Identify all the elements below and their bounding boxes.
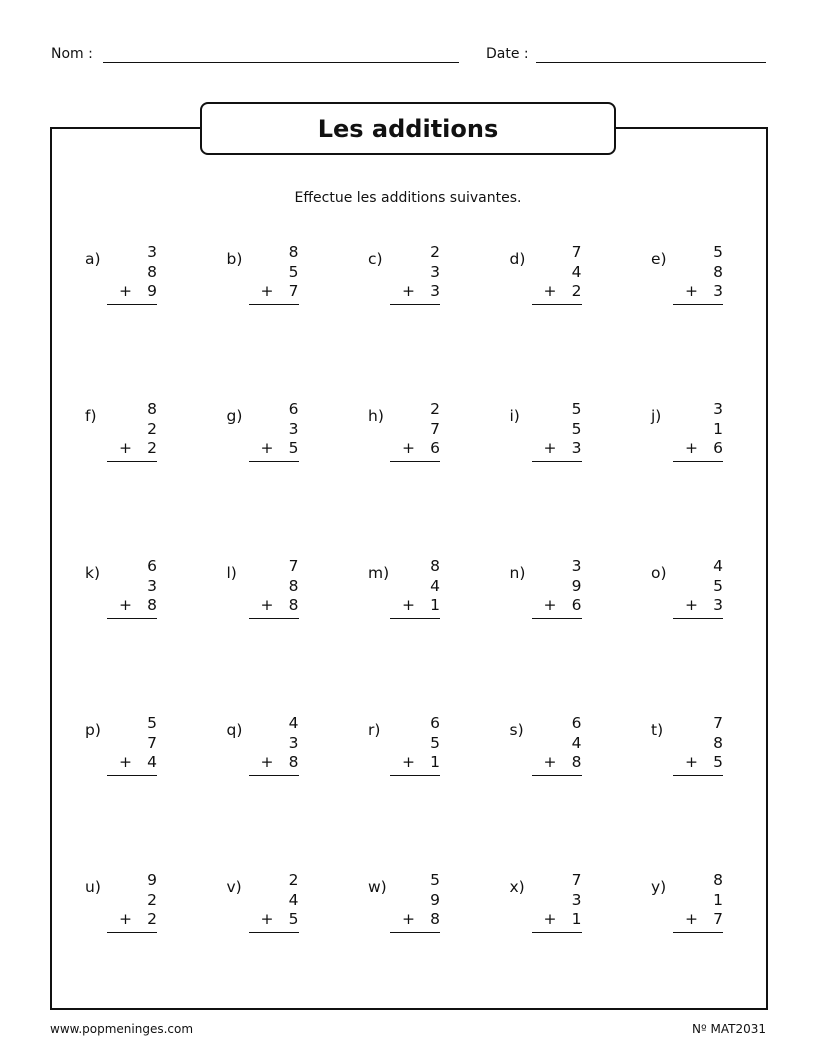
addition-problem xyxy=(509,871,590,950)
answer-line[interactable] xyxy=(249,932,299,933)
plus-sign: + xyxy=(685,753,698,771)
addend: 2 xyxy=(571,282,582,300)
answer-line[interactable] xyxy=(673,618,723,619)
addition-problem xyxy=(509,714,590,793)
problem-label: g) xyxy=(226,407,243,425)
problem-label: y) xyxy=(651,878,667,896)
addend: 5 xyxy=(430,733,440,752)
answer-line[interactable] xyxy=(390,304,440,305)
problem-label: k) xyxy=(85,564,101,582)
addend: 8 xyxy=(288,596,299,614)
answer-line[interactable] xyxy=(532,932,582,933)
addend: 8 xyxy=(713,871,723,889)
problem-label: u) xyxy=(85,878,101,896)
problem-label: w) xyxy=(368,878,387,896)
addend: 5 xyxy=(571,400,582,418)
problem-label: o) xyxy=(651,564,667,582)
addend: 2 xyxy=(147,910,157,928)
addend: 3 xyxy=(288,733,299,752)
addition-problem xyxy=(651,243,731,322)
plus-sign: + xyxy=(119,596,132,614)
problem-label: p) xyxy=(85,721,101,739)
addend: 8 xyxy=(288,576,299,595)
addend: 7 xyxy=(571,243,582,261)
addend: 3 xyxy=(713,282,723,300)
addition-problem xyxy=(85,400,165,479)
answer-line[interactable] xyxy=(532,304,582,305)
addend: 5 xyxy=(147,714,157,732)
footer-website: www.popmeninges.com xyxy=(50,1022,194,1036)
addend: 6 xyxy=(571,596,582,614)
addend: 7 xyxy=(288,282,299,300)
addition-problem xyxy=(226,400,307,479)
addend: 5 xyxy=(288,262,299,281)
addend: 4 xyxy=(713,557,723,575)
problem-label: m) xyxy=(368,564,390,582)
answer-line[interactable] xyxy=(390,932,440,933)
addend: 2 xyxy=(147,439,157,457)
addend: 7 xyxy=(571,871,582,889)
addend: 7 xyxy=(288,557,299,575)
addend: 5 xyxy=(288,439,299,457)
addend: 7 xyxy=(713,910,723,928)
addend: 6 xyxy=(147,557,157,575)
plus-sign: + xyxy=(543,753,557,771)
addend: 9 xyxy=(147,282,157,300)
addend: 1 xyxy=(571,910,582,928)
addition-problem xyxy=(651,714,731,793)
plus-sign: + xyxy=(119,910,132,928)
addend: 6 xyxy=(430,714,440,732)
addend: 6 xyxy=(571,714,582,732)
addend: 7 xyxy=(430,419,440,438)
addition-problem xyxy=(368,714,448,793)
problem-label: f) xyxy=(85,407,97,425)
problem-label: r) xyxy=(368,721,381,739)
addend: 3 xyxy=(571,557,582,575)
addition-problem xyxy=(368,871,448,950)
plus-sign: + xyxy=(119,753,132,771)
date-field[interactable] xyxy=(536,62,766,63)
addend: 3 xyxy=(430,282,440,300)
answer-line[interactable] xyxy=(107,775,157,776)
problem-label: j) xyxy=(651,407,662,425)
answer-line[interactable] xyxy=(249,618,299,619)
problem-label: h) xyxy=(368,407,384,425)
addend: 5 xyxy=(713,576,723,595)
addend: 5 xyxy=(288,910,299,928)
problem-label: d) xyxy=(509,250,526,268)
answer-line[interactable] xyxy=(107,304,157,305)
addition-problem xyxy=(85,871,165,950)
addend: 8 xyxy=(147,400,157,418)
addition-problem xyxy=(509,557,590,636)
addition-problem xyxy=(651,871,731,950)
addition-problem xyxy=(85,243,165,322)
addend: 7 xyxy=(147,733,157,752)
addend: 8 xyxy=(713,262,723,281)
plus-sign: + xyxy=(543,439,557,457)
plus-sign: + xyxy=(685,596,698,614)
answer-line[interactable] xyxy=(673,775,723,776)
problem-label: x) xyxy=(509,878,525,896)
addend: 8 xyxy=(713,733,723,752)
addend: 1 xyxy=(430,753,440,771)
addend: 8 xyxy=(430,910,440,928)
answer-line[interactable] xyxy=(249,304,299,305)
addend: 8 xyxy=(571,753,582,771)
addend: 2 xyxy=(147,890,157,909)
plus-sign: + xyxy=(119,439,132,457)
addend: 4 xyxy=(430,576,440,595)
addend: 3 xyxy=(571,890,582,909)
plus-sign: + xyxy=(543,282,557,300)
answer-line[interactable] xyxy=(673,932,723,933)
plus-sign: + xyxy=(260,282,274,300)
addend: 5 xyxy=(571,419,582,438)
addend: 6 xyxy=(288,400,299,418)
addend: 3 xyxy=(430,262,440,281)
answer-line[interactable] xyxy=(390,461,440,462)
addend: 5 xyxy=(713,753,723,771)
problem-label: v) xyxy=(226,878,242,896)
problem-label: t) xyxy=(651,721,664,739)
addend: 1 xyxy=(713,890,723,909)
addition-problem xyxy=(226,557,307,636)
plus-sign: + xyxy=(402,439,415,457)
plus-sign: + xyxy=(402,753,415,771)
addend: 2 xyxy=(288,871,299,889)
addend: 6 xyxy=(713,439,723,457)
name-label: Nom : xyxy=(51,46,93,62)
addition-problem xyxy=(509,243,590,322)
addend: 8 xyxy=(288,243,299,261)
addend: 2 xyxy=(147,419,157,438)
addend: 1 xyxy=(430,596,440,614)
addend: 3 xyxy=(147,576,157,595)
addition-problem xyxy=(226,243,307,322)
answer-line[interactable] xyxy=(390,618,440,619)
plus-sign: + xyxy=(402,910,415,928)
problem-label: e) xyxy=(651,250,667,268)
addend: 3 xyxy=(288,419,299,438)
plus-sign: + xyxy=(260,753,274,771)
answer-line[interactable] xyxy=(249,461,299,462)
addend: 4 xyxy=(288,714,299,732)
addend: 3 xyxy=(713,596,723,614)
addition-problem xyxy=(368,243,448,322)
addend: 8 xyxy=(147,262,157,281)
problem-label: q) xyxy=(226,721,243,739)
plus-sign: + xyxy=(685,910,698,928)
addition-problem xyxy=(226,871,307,950)
addend: 5 xyxy=(430,871,440,889)
addend: 9 xyxy=(147,871,157,889)
addend: 2 xyxy=(430,243,440,261)
problem-label: c) xyxy=(368,250,383,268)
addition-problem xyxy=(651,557,731,636)
addition-problem xyxy=(226,714,307,793)
addend: 4 xyxy=(571,262,582,281)
problem-label: n) xyxy=(509,564,526,582)
plus-sign: + xyxy=(685,439,698,457)
addend: 5 xyxy=(713,243,723,261)
addend: 8 xyxy=(288,753,299,771)
answer-line[interactable] xyxy=(390,775,440,776)
addition-problem xyxy=(651,400,731,479)
answer-line[interactable] xyxy=(107,461,157,462)
answer-line[interactable] xyxy=(107,932,157,933)
addend: 4 xyxy=(571,733,582,752)
problem-label: b) xyxy=(226,250,243,268)
addition-problem xyxy=(509,400,590,479)
addend: 1 xyxy=(713,419,723,438)
plus-sign: + xyxy=(543,596,557,614)
addend: 2 xyxy=(430,400,440,418)
answer-line[interactable] xyxy=(673,304,723,305)
plus-sign: + xyxy=(260,596,274,614)
answer-line[interactable] xyxy=(532,775,582,776)
problem-label: s) xyxy=(509,721,524,739)
plus-sign: + xyxy=(402,282,415,300)
addend: 3 xyxy=(713,400,723,418)
addend: 8 xyxy=(430,557,440,575)
problem-label: l) xyxy=(226,564,237,582)
plus-sign: + xyxy=(402,596,415,614)
addend: 4 xyxy=(147,753,157,771)
problem-label: i) xyxy=(509,407,520,425)
plus-sign: + xyxy=(260,910,274,928)
addition-problem xyxy=(85,557,165,636)
plus-sign: + xyxy=(543,910,557,928)
addend: 8 xyxy=(147,596,157,614)
answer-line[interactable] xyxy=(107,618,157,619)
addend: 4 xyxy=(288,890,299,909)
addition-problem xyxy=(85,714,165,793)
answer-line[interactable] xyxy=(249,775,299,776)
addition-problem xyxy=(368,400,448,479)
addition-problem xyxy=(368,557,448,636)
answer-line[interactable] xyxy=(532,618,582,619)
problem-label: a) xyxy=(85,250,101,268)
page-title: Les additions xyxy=(200,102,616,155)
answer-line[interactable] xyxy=(673,461,723,462)
addend: 9 xyxy=(571,576,582,595)
addend: 6 xyxy=(430,439,440,457)
addend: 9 xyxy=(430,890,440,909)
answer-line[interactable] xyxy=(532,461,582,462)
instruction: Effectue les additions suivantes. xyxy=(294,190,522,206)
plus-sign: + xyxy=(119,282,132,300)
footer-code: Nº MAT2031 xyxy=(692,1022,766,1036)
plus-sign: + xyxy=(685,282,698,300)
plus-sign: + xyxy=(260,439,274,457)
addend: 3 xyxy=(571,439,582,457)
date-label: Date : xyxy=(486,46,529,62)
name-field[interactable] xyxy=(103,62,459,63)
addend: 3 xyxy=(147,243,157,261)
addend: 7 xyxy=(713,714,723,732)
